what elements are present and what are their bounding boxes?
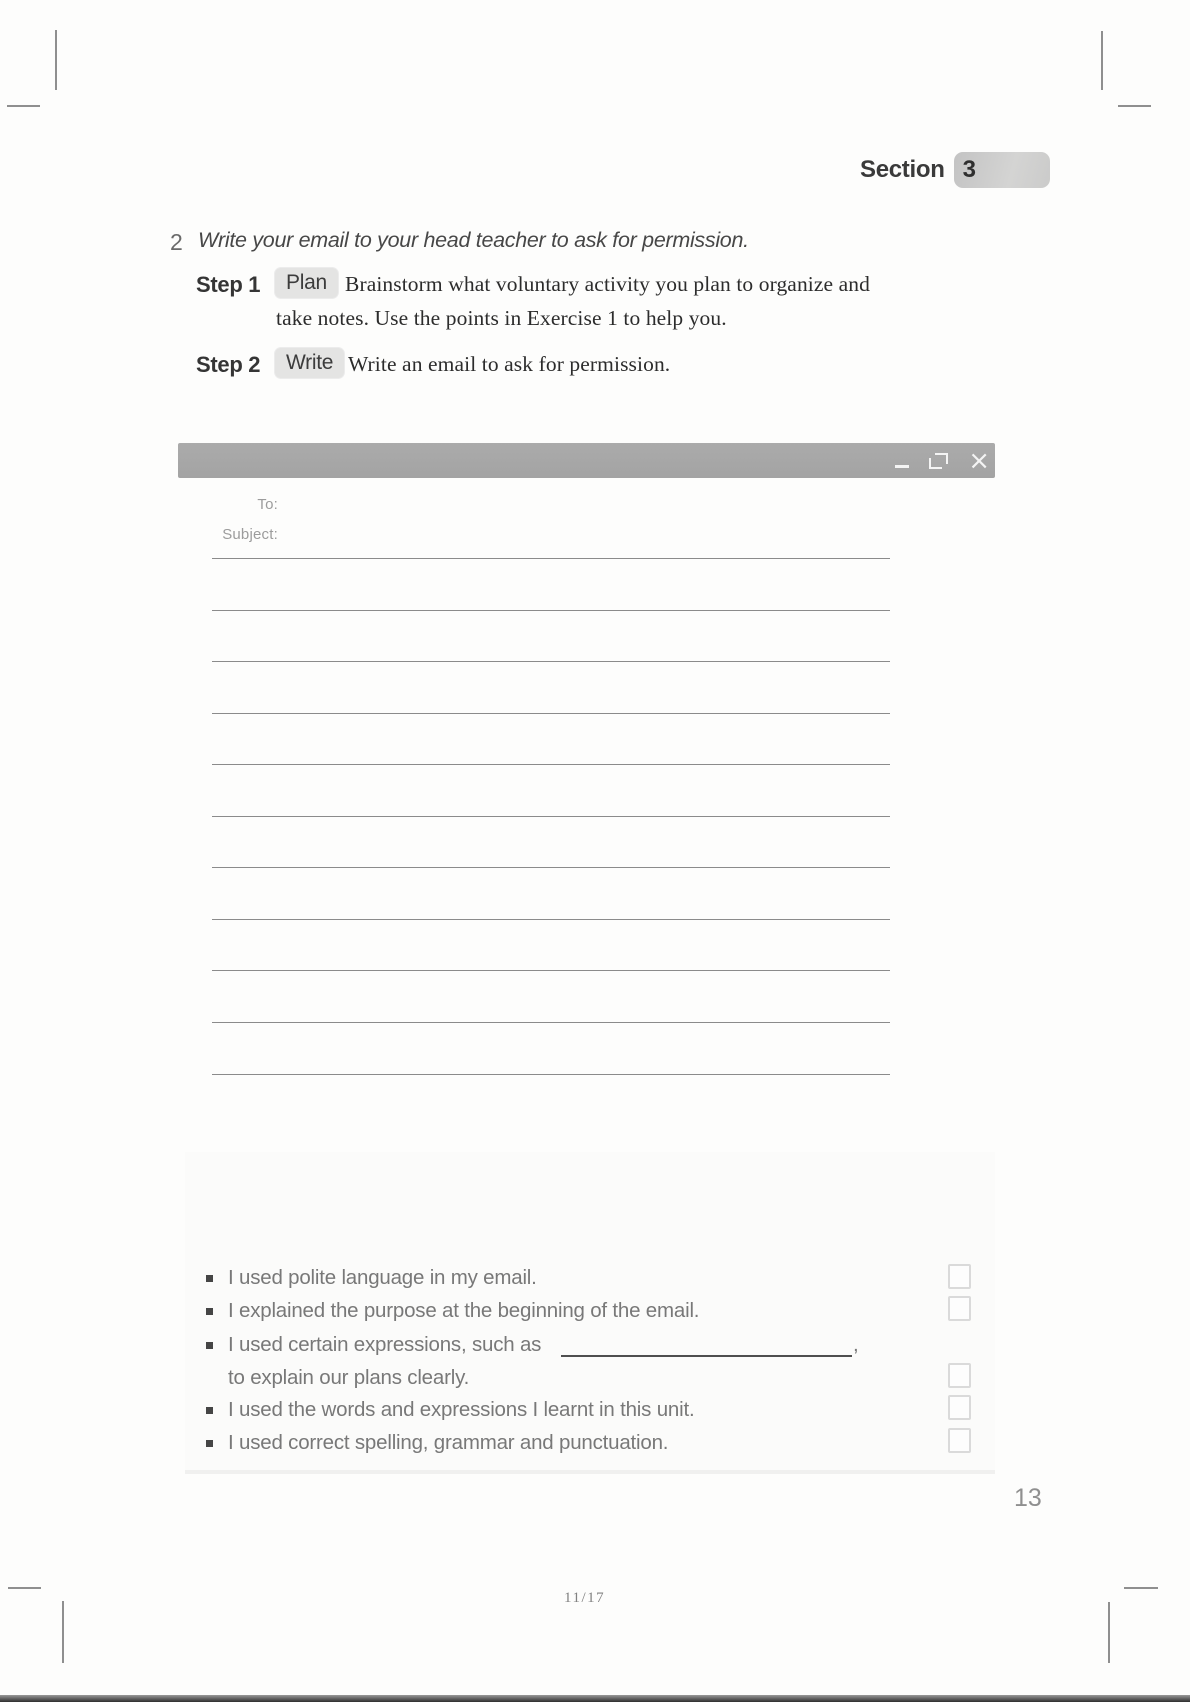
window-controls	[895, 443, 990, 478]
crop-mark-top-right-h	[1118, 105, 1151, 107]
bullet-icon	[206, 1407, 213, 1414]
checklist-item-2: I explained the purpose at the beginning of the email.	[228, 1299, 700, 1322]
bullet-icon	[206, 1308, 213, 1315]
writing-line	[212, 558, 890, 559]
crop-mark-bottom-left-h	[8, 1587, 41, 1589]
exercise-number: 2	[170, 229, 183, 255]
step2-badge-write: Write	[275, 348, 344, 378]
writing-line	[212, 816, 890, 817]
writing-line	[212, 919, 890, 920]
email-window-titlebar[interactable]	[178, 443, 995, 478]
crop-mark-top-right-v	[1101, 31, 1103, 90]
crop-mark-top-left-h	[7, 105, 40, 107]
minimize-icon[interactable]	[895, 465, 909, 468]
bullet-icon	[206, 1440, 213, 1447]
crop-mark-bottom-left-v	[62, 1601, 64, 1663]
checkbox-item-2[interactable]	[948, 1296, 971, 1321]
bullet-icon	[206, 1275, 213, 1282]
checkbox-item-4[interactable]	[948, 1395, 971, 1420]
restore-icon-corner	[929, 458, 942, 469]
to-field-label[interactable]: To:	[257, 496, 278, 513]
writing-line	[212, 661, 890, 662]
step1-instruction-line1: Brainstorm what voluntary activity you plan to organize and	[345, 272, 870, 296]
section-number-badge	[954, 152, 1050, 188]
step1-instruction-line2: take notes. Use the points in Exercise 1 to help you.	[276, 306, 727, 330]
crop-mark-top-left-v	[55, 30, 57, 90]
section-header	[860, 152, 1050, 188]
bullet-icon	[206, 1342, 213, 1349]
step1-badge-plan: Plan	[275, 268, 338, 298]
crop-mark-bottom-right-h	[1124, 1587, 1158, 1589]
checkbox-item-5[interactable]	[948, 1428, 971, 1453]
checkbox-item-1[interactable]	[948, 1264, 971, 1289]
checklist-item-1: I used polite language in my email.	[228, 1266, 537, 1289]
step2-label: Step 2	[196, 352, 261, 377]
restore-icon[interactable]	[929, 453, 948, 469]
crop-mark-bottom-right-v	[1108, 1602, 1110, 1663]
writing-line	[212, 713, 890, 714]
scan-bottom-edge	[0, 1695, 1190, 1702]
writing-line	[212, 867, 890, 868]
page-number: 13	[1014, 1484, 1042, 1512]
exercise-prompt: Write your email to your head teacher to ask for permission.	[198, 228, 749, 252]
writing-line	[212, 1074, 890, 1075]
writing-line	[212, 610, 890, 611]
checklist-item-3-line2: to explain our plans clearly.	[228, 1366, 470, 1389]
checklist-item-5: I used correct spelling, grammar and punctuation.	[228, 1431, 669, 1454]
section-number: 3	[962, 156, 976, 183]
writing-line	[212, 970, 890, 971]
fill-in-blank-line[interactable]	[561, 1355, 852, 1357]
writing-line	[212, 764, 890, 765]
print-code: 11/17	[564, 1590, 606, 1606]
step1-label: Step 1	[196, 272, 261, 297]
close-icon[interactable]: ×	[968, 445, 990, 476]
checklist-item-4: I used the words and expressions I learnt in this unit.	[228, 1398, 695, 1421]
writing-line	[212, 1022, 890, 1023]
step2-instruction: Write an email to ask for permission.	[348, 352, 671, 376]
checklist-item-3-comma: ,	[853, 1333, 859, 1356]
checklist-item-3: I used certain expressions, such as	[228, 1333, 542, 1356]
subject-field-label[interactable]: Subject:	[222, 526, 278, 543]
checkbox-item-3[interactable]	[948, 1363, 971, 1388]
section-label: Section	[860, 156, 945, 183]
